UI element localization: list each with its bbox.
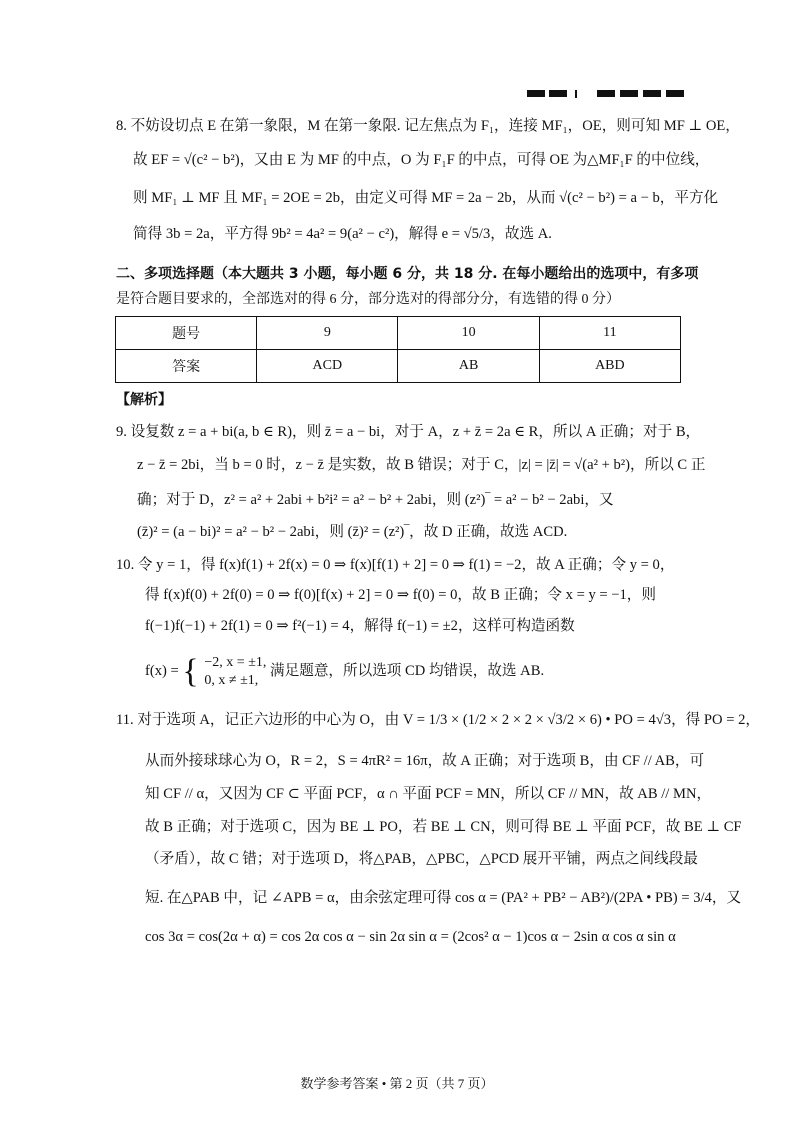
q10-case-2: 0, x ≠ ±1,	[204, 672, 259, 688]
q8-line-1: 8. 不妨设切点 E 在第一象限，M 在第一象限. 记左焦点为 F₁，连接 MF₁，OE，则可知 MF ⊥ OE，	[116, 118, 740, 134]
q10-line-3: f(−1)f(−1) + 2f(1) = 0 ⇒ f²(−1) = 4，解得 f(−1) = ±2，这样可构造函数	[145, 618, 575, 634]
q10-brace: {	[182, 652, 199, 690]
answer-table	[115, 316, 681, 383]
table-cell: 9	[257, 317, 398, 350]
q9-line-4: (z̄)² = (a − bi)² = a² − b² − 2abi，则 (z̄)² = (z²)‾，故 D 正确，故选 ACD.	[137, 524, 568, 540]
table-cell: 答案	[116, 350, 257, 383]
q11-line-1: 11. 对于选项 A，记正六边形的中心为 O，由 V = 1/3 × (1/2 × 2 × 2 × √3/2 × 6) • PO = 4√3，得 PO = 2，	[116, 712, 760, 728]
q11-line-2: 从而外接球球心为 O，R = 2，S = 4πR² = 16π，故 A 正确；对于选项 B，由 CF // AB，可	[145, 753, 705, 769]
q9-line-1: 9. 设复数 z = a + bi(a, b ∈ R)，则 z̄ = a − bi，对于 A，z + z̄ = 2a ∈ R，所以 A 正确；对于 B，	[116, 424, 701, 440]
table-cell: 10	[398, 317, 539, 350]
table-cell: 11	[539, 317, 680, 350]
q10-cases	[204, 654, 266, 690]
section-2-note: 是符合题目要求的，全部选对的得 6 分，部分选对的得部分分，有选错的得 0 分）	[116, 292, 620, 307]
q10-line-4	[145, 651, 544, 691]
q10-line-2: 得 f(x)f(0) + 2f(0) = 0 ⇒ f(0)[f(x) + 2] = 0 ⇒ f(0) = 0，故 B 正确；令 x = y = −1，则	[145, 587, 656, 603]
q11-line-3: 知 CF // α，又因为 CF ⊂ 平面 PCF，α ∩ 平面 PCF = MN，所以 CF // MN，故 AB // MN，	[145, 786, 712, 802]
page-footer: 数学参考答案 • 第 2 页（共 7 页）	[300, 1076, 494, 1091]
q10-line-4-rest: 满足题意，所以选项 CD 均错误，故选 AB.	[270, 663, 545, 679]
q10-line-1: 10. 令 y = 1，得 f(x)f(1) + 2f(x) = 0 ⇒ f(x)[f(1) + 2] = 0 ⇒ f(1) = −2，故 A 正确；令 y = 0，	[116, 557, 675, 573]
q9-line-2: z − z̄ = 2bi，当 b = 0 时，z − z̄ 是实数，故 B 错误；对于 C，|z| = |z̄| = √(a² + b²)，所以 C 正	[137, 457, 706, 473]
q10-case-1: −2, x = ±1,	[204, 654, 267, 670]
q9-line-3: 确；对于 D，z² = a² + 2abi + b²i² = a² − b² + 2abi，则 (z²)‾ = a² − b² − 2abi，又	[137, 492, 614, 508]
q11-line-5: （矛盾），故 C 错；对于选项 D，将△PAB，△PBC，△PCD 展开平铺，两点之间线段最	[145, 851, 698, 867]
table-cell: 题号	[116, 317, 257, 350]
table-cell: ABD	[539, 350, 680, 383]
table-cell: AB	[398, 350, 539, 383]
q11-line-4: 故 B 正确；对于选项 C，因为 BE ⊥ PO，若 BE ⊥ CN，则可得 BE ⊥ 平面 PCF，故 BE ⊥ CF	[145, 819, 742, 835]
table-cell: ACD	[257, 350, 398, 383]
q8-line-4: 简得 3b = 2a，平方得 9b² = 4a² = 9(a² − c²)，解得 e = √5/3，故选 A.	[133, 226, 552, 242]
q10-function-lhs: f(x) =	[145, 663, 179, 679]
q8-line-2: 故 EF = √(c² − b²)，又由 E 为 MF 的中点，O 为 F₁F 的中点，可得 OE 为△MF₁F 的中位线，	[133, 152, 710, 168]
q11-line-7: cos 3α = cos(2α + α) = cos 2α cos α − sin 2α sin α = (2cos² α − 1)cos α − 2sin α cos α sin α	[145, 929, 676, 945]
q8-line-3: 则 MF₁ ⊥ MF 且 MF₁ = 2OE = 2b，由定义可得 MF = 2a − 2b，从而 √(c² − b²) = a − b，平方化	[133, 190, 719, 206]
analysis-label: 【解析】	[116, 392, 172, 408]
table-row	[116, 350, 681, 383]
section-2-title: 二、多项选择题（本大题共 3 小题，每小题 6 分，共 18 分. 在每小题给出的选项中，有多项	[116, 266, 699, 282]
table-row	[116, 317, 681, 350]
q11-line-6: 短. 在△PAB 中，记 ∠APB = α，由余弦定理可得 cos α = (PA² + PB² − AB²)/(2PA • PB) = 3/4，又	[145, 890, 742, 906]
